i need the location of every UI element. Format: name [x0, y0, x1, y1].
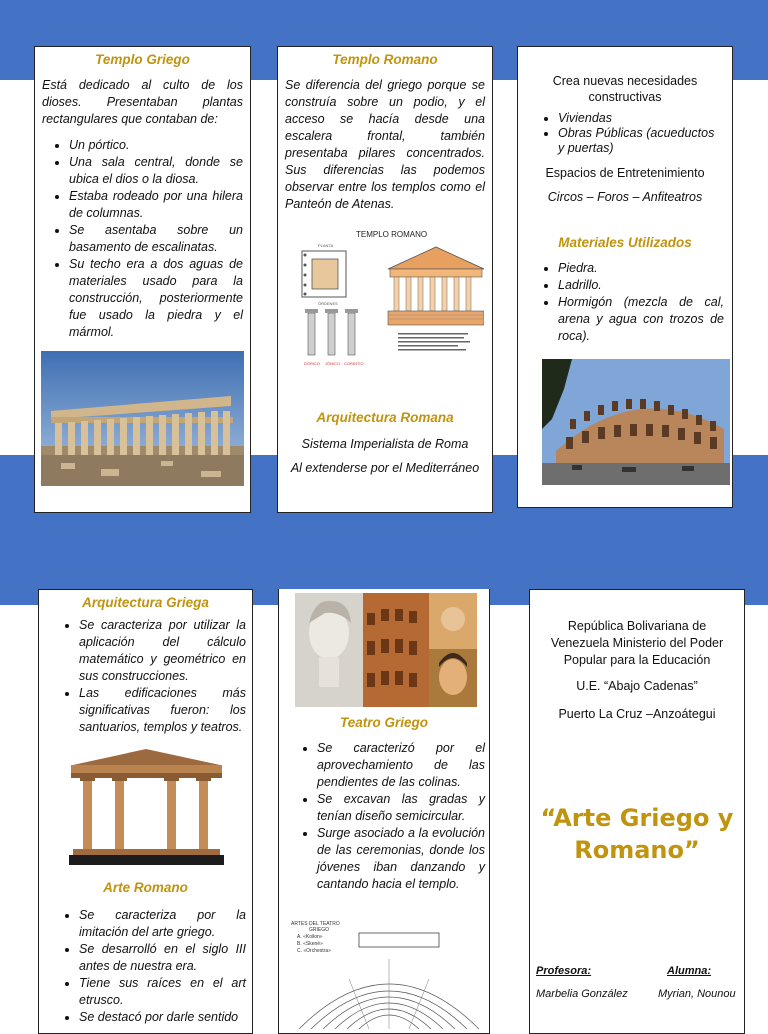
list-item: • Las edificaciones más significativas fueron: los santuarios, templos y teatros. — [79, 685, 246, 736]
list-item: • Surge asociado a la evolución de las ceremonias, donde los jóvenes iban danzando y cantando hacia el templo. — [317, 825, 485, 893]
arte-romano-list — [39, 907, 252, 1026]
panel-materiales — [517, 46, 733, 508]
school-location: Puerto La Cruz –Anzoátegui — [558, 707, 716, 721]
alumna-name: Myrian, Nounou — [658, 988, 736, 1000]
templo-griego-title: Templo Griego — [95, 52, 190, 67]
list-item: • Un pórtico. — [69, 137, 243, 154]
diagram-label: A. «Koilon» — [297, 934, 323, 940]
list-item: • Se caracteriza por la imitación del arte griego. — [79, 907, 246, 941]
panel-teatro-griego — [278, 589, 490, 1034]
diagram-label: JÓNICO — [325, 361, 341, 366]
diagram-label: PLANTA — [318, 243, 334, 248]
list-item: • Una sala central, donde se ubica el dios o la diosa. — [69, 154, 243, 188]
panel-arquitectura-griega — [38, 589, 253, 1034]
list-item: • Se asentaba sobre un basamento de escalinatas. — [69, 222, 243, 256]
diagram-label: C. «Orchestra» — [297, 948, 331, 954]
panel-cover — [529, 589, 745, 1034]
materiales-title: Materiales Utilizados — [558, 235, 692, 250]
templo-romano-title: Templo Romano — [332, 52, 438, 67]
templo-griego-intro: Está dedicado al culto de los dioses. Presentaban plantas rectangulares que contaban de: — [42, 78, 243, 126]
art-collage — [295, 593, 477, 707]
parthenon-photo — [41, 351, 244, 486]
arquitectura-griega-title: Arquitectura Griega — [82, 595, 209, 610]
coliseo-photo — [542, 359, 730, 485]
list-item: • Su techo era a dos aguas de materiales usado para la construcción, posteriormente fue usado la piedra y el mármol. — [69, 256, 243, 341]
teatro-griego-title: Teatro Griego — [339, 715, 428, 730]
teatro-diagram — [289, 919, 481, 1029]
list-item: • Se caracterizó por el aprovechamiento de las pendientes de las colinas. — [317, 740, 485, 791]
necesidades-intro: Crea nuevas necesidades constructivas — [552, 74, 698, 104]
list-item: • Hormigón (mezcla de cal, arena y agua con trozos de roca). — [558, 294, 724, 345]
list-item: • Estaba rodeado por una hilera de columnas. — [69, 188, 243, 222]
necesidades-line1: Espacios de Entretenimiento — [545, 166, 705, 180]
list-item: • Se destacó por darle sentido — [79, 1009, 246, 1026]
school-name: U.E. “Abajo Cadenas” — [576, 679, 698, 693]
temple-illustration — [69, 745, 224, 871]
necesidades-list — [518, 111, 732, 156]
necesidades-line2: Circos – Foros – Anfiteatros — [547, 190, 703, 204]
arquitectura-romana-title: Arquitectura Romana — [316, 410, 454, 425]
list-item: • Se desarrolló en el siglo III antes de nuestra era. — [79, 941, 246, 975]
list-item: • Piedra. — [558, 260, 724, 277]
list-item: • Viviendas — [558, 111, 722, 126]
teatro-griego-list — [279, 740, 489, 893]
alumna-label: Alumna: — [667, 965, 711, 977]
arte-romano-title: Arte Romano — [103, 880, 188, 895]
list-item: • Obras Públicas (acueductos y puertas) — [558, 126, 722, 156]
diagram-label: B. «Skené» — [297, 941, 323, 947]
diagram-label: GRIEGO — [309, 927, 330, 933]
profesora-label: Profesora: — [536, 965, 592, 977]
list-item: • Ladrillo. — [558, 277, 724, 294]
materiales-list — [518, 260, 732, 345]
diagram-label: ÓRDENES — [318, 301, 338, 306]
diagram-label: CORINTIO — [344, 361, 364, 366]
arquitectura-romana-line1: Sistema Imperialista de Roma — [301, 437, 469, 451]
diagram-label: DÓRICO — [304, 361, 320, 366]
profesora-name: Marbelia González — [536, 988, 628, 1000]
list-item: • Tiene sus raíces en el art etrusco. — [79, 975, 246, 1009]
templo-romano-diagram — [288, 225, 484, 373]
list-item: • Se caracteriza por utilizar la aplicación del cálculo matemático y geométrico en sus construcciones. — [79, 617, 246, 685]
institution-text: República Bolivariana de Venezuela Ministerio del Poder Popular para la Educación — [550, 619, 724, 667]
list-item: • Se excavan las gradas y tenían diseño semicircular. — [317, 791, 485, 825]
arquitectura-griega-list — [39, 617, 252, 736]
arquitectura-romana-line2: Al extenderse por el Mediterráneo — [290, 461, 480, 475]
panel-templo-romano — [277, 46, 493, 513]
templo-griego-list — [35, 137, 250, 341]
templo-romano-text: Se diferencia del griego porque se construía sobre un podio, y el acceso se hacía desde una escalera frontal, también presentaba pilares concentrados. Sus diferencias las podemos observar entre los templos como el Panteón de Atenas. — [285, 78, 485, 211]
panel-templo-griego — [34, 46, 251, 513]
page-title: “Arte Griego y Romano” — [540, 804, 734, 864]
diagram-label: ARTES DEL TEATRO — [291, 921, 340, 927]
diagram-title: TEMPLO ROMANO — [356, 230, 428, 239]
